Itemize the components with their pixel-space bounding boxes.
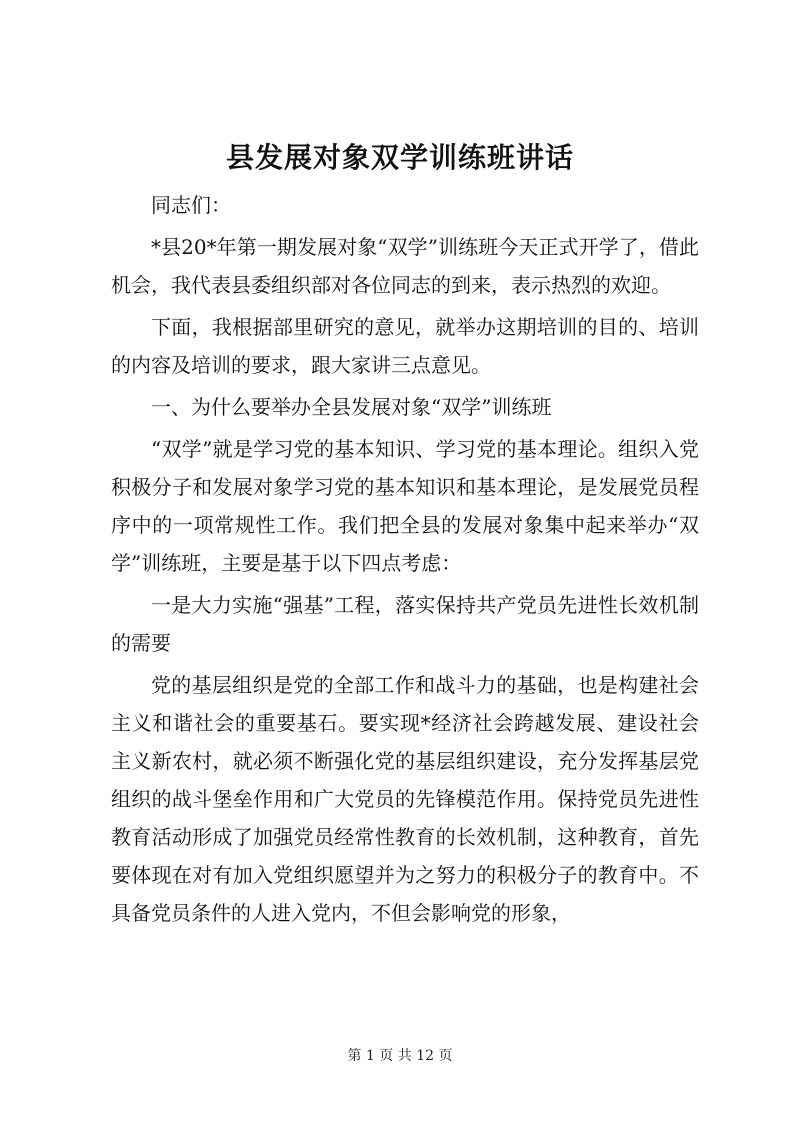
document-title: 县发展对象双学训练班讲话 — [225, 141, 574, 174]
paragraph-opening: *县20*年第一期发展对象“双学”训练班今天正式开学了，借此机会，我代表县委组织部对各位同志的到来，表示热烈的欢迎。 — [111, 235, 699, 297]
section-heading-1: 一、为什么要举办全县发展对象“双学”训练班 — [151, 395, 552, 419]
paragraph-intro: 下面，我根据部里研究的意见，就举办这期培训的目的、培训的内容及培训的要求，跟大家讲三点意见。 — [111, 315, 699, 377]
page-footer: 第 1 页 共 12 页 — [347, 1048, 453, 1064]
subheading-point-1: 一是大力实施“强基”工程，落实保持共产党员先进性长效机制的需要 — [111, 593, 699, 655]
paragraph-grassroots: 党的基层组织是党的全部工作和战斗力的基础，也是构建社会主义和谐社会的重要基石。要实现*经济社会跨越发展、建设社会主义新农村，就必须不断强化党的基层组织建设，充分发挥基层党组织的战斗堡垒作用和广大党员的先锋模范作用。保持党员先进性教育活动形成了加强党员经常性教育的长效机制，这种教育，首先要体现在对有加入党组织愿望并为之努力的积极分子的教育中。不具备党员条件的人进入党内，不但会影响党的形象， — [111, 673, 699, 925]
document-body — [111, 186, 699, 936]
paragraph-salutation: 同志们： — [151, 193, 231, 217]
paragraph-double-study: “双学”就是学习党的基本知识、学习党的基本理论。组织入党积极分子和发展对象学习党的基本知识和基本理论，是发展党员程序中的一项常规性工作。我们把全县的发展对象集中起来举办“双学”训练班，主要是基于以下四点考虑： — [111, 437, 699, 575]
